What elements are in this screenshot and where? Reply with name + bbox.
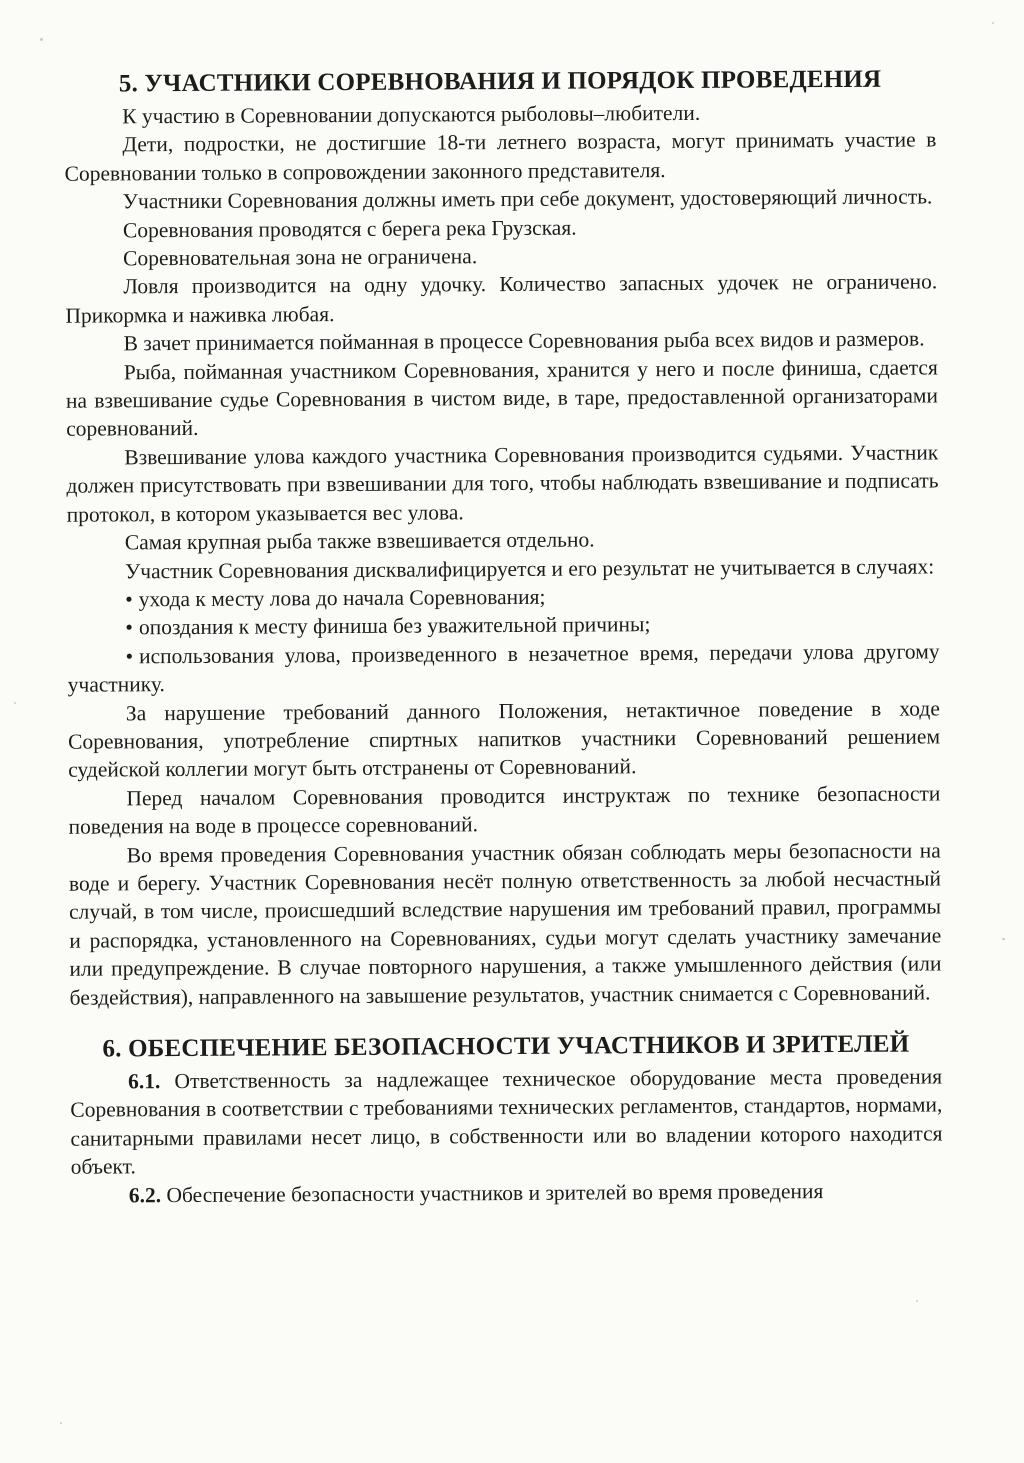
paragraph: Соревновательная зона не ограничена. <box>123 244 478 271</box>
paragraph: За нарушение требований данного Положения, нетактичное поведение в ходе Соревнования, употребление спиртных напитков участники Соревнований решением судейской коллегии могут быть отстранены от Соревнований. <box>67 695 941 783</box>
paragraph: Участник Соревнования дисквалифицируется и его результат не учитывается в случаях: <box>124 553 935 583</box>
paragraph: К участию в Соревновании допускаются рыболовы–любители. <box>122 100 701 129</box>
paragraph-text: Обеспечение безопасности участников и зрителей во время проведения <box>161 1178 824 1207</box>
paragraph-text: Ответственность за надлежащее техническое оборудование места проведения Соревнования в соответствии с требованиями технических регламентов, стандартов, нормами, санитарными правилами несет лицо, в собственности или во владении которого находится объект. <box>70 1064 943 1179</box>
numbered-paragraph <box>71 1176 943 1210</box>
section-6-heading: 6. ОБЕСПЕЧЕНИЕ БЕЗОПАСНОСТИ УЧАСТНИКОВ И ЗРИТЕЛЕЙ <box>102 1030 910 1063</box>
bullet-icon: • <box>125 615 133 640</box>
bullet-text: использования улова, произведенного в незачетное время, передачи улова другому участнику. <box>67 639 940 697</box>
bullet-text: опоздания к месту финиша без уважительной причины; <box>138 612 651 640</box>
paragraph: Ловля производится на одну удочку. Количество запасных удочек не ограничено. Прикормка и наживка любая. <box>65 269 938 328</box>
bullet-icon: • <box>125 587 133 612</box>
paragraph: Дети, подростки, не достигшие 18-ти летнего возраста, могут принимать участие в Соревновании только в сопровождении законного представителя. <box>64 127 937 186</box>
scan-speck <box>14 702 16 704</box>
paragraph: Соревнования проводятся с берега река Грузская. <box>122 215 577 242</box>
paragraph: Участники Соревнования должны иметь при себе документ, удостоверяющий личность. <box>122 184 933 214</box>
paragraph: Самая крупная рыба также взвешивается отдельно. <box>124 527 595 555</box>
numbered-paragraph <box>70 1062 943 1181</box>
paragraph-number: 6.2. <box>128 1182 162 1207</box>
scan-speck <box>1002 938 1005 940</box>
paragraph: Взвешивание улова каждого участника Соревнования производится судьями. Участник должен присутствовать при взвешивании для того, чтобы наблюдать взвешивание и подписать протокол, в котором указывается вес улова. <box>66 440 939 527</box>
section-5-heading: 5. УЧАСТНИКИ СОРЕВНОВАНИЯ И ПОРЯДОК ПРОВЕДЕНИЯ <box>118 65 882 98</box>
bullet-text: ухода к месту лова до начала Соревнования; <box>138 584 546 612</box>
scan-speck <box>916 1300 918 1302</box>
disqualification-bullet <box>67 637 939 699</box>
scan-speck <box>992 22 994 24</box>
bullet-icon: • <box>125 644 134 669</box>
paragraph: В зачет принимается пойманная в процессе Соревнования рыба всех видов и размеров. <box>123 326 925 356</box>
scan-speck <box>60 1422 62 1424</box>
paragraph-number: 6.1. <box>128 1069 161 1094</box>
paragraph: Перед началом Соревнования проводится инструктаж по технике безопасности поведения на воде в процессе соревнований. <box>68 781 941 839</box>
paragraph: Во время проведения Соревнования участник обязан соблюдать меры безопасности на воде и берегу. Участник Соревнования несёт полную ответственность за любой несчастный случай, в том числе, происшедший вследствие нарушения им требований правил, программы и распорядка, установленного на Соревнованиях, судьи могут сделать участнику замечание или предупреждение. В случае повторного нарушения, а также умышленного действия (или бездействия), направленного на завышение результатов, участник снимается с Соревнований. <box>68 837 942 1010</box>
paragraph: Рыба, пойманная участником Соревнования, хранится у него и после финиша, сдается на взвешивание судье Соревнования в чистом виде, в таре, предоставленной организаторами соревнований. <box>65 355 939 442</box>
scan-speck <box>40 38 43 41</box>
